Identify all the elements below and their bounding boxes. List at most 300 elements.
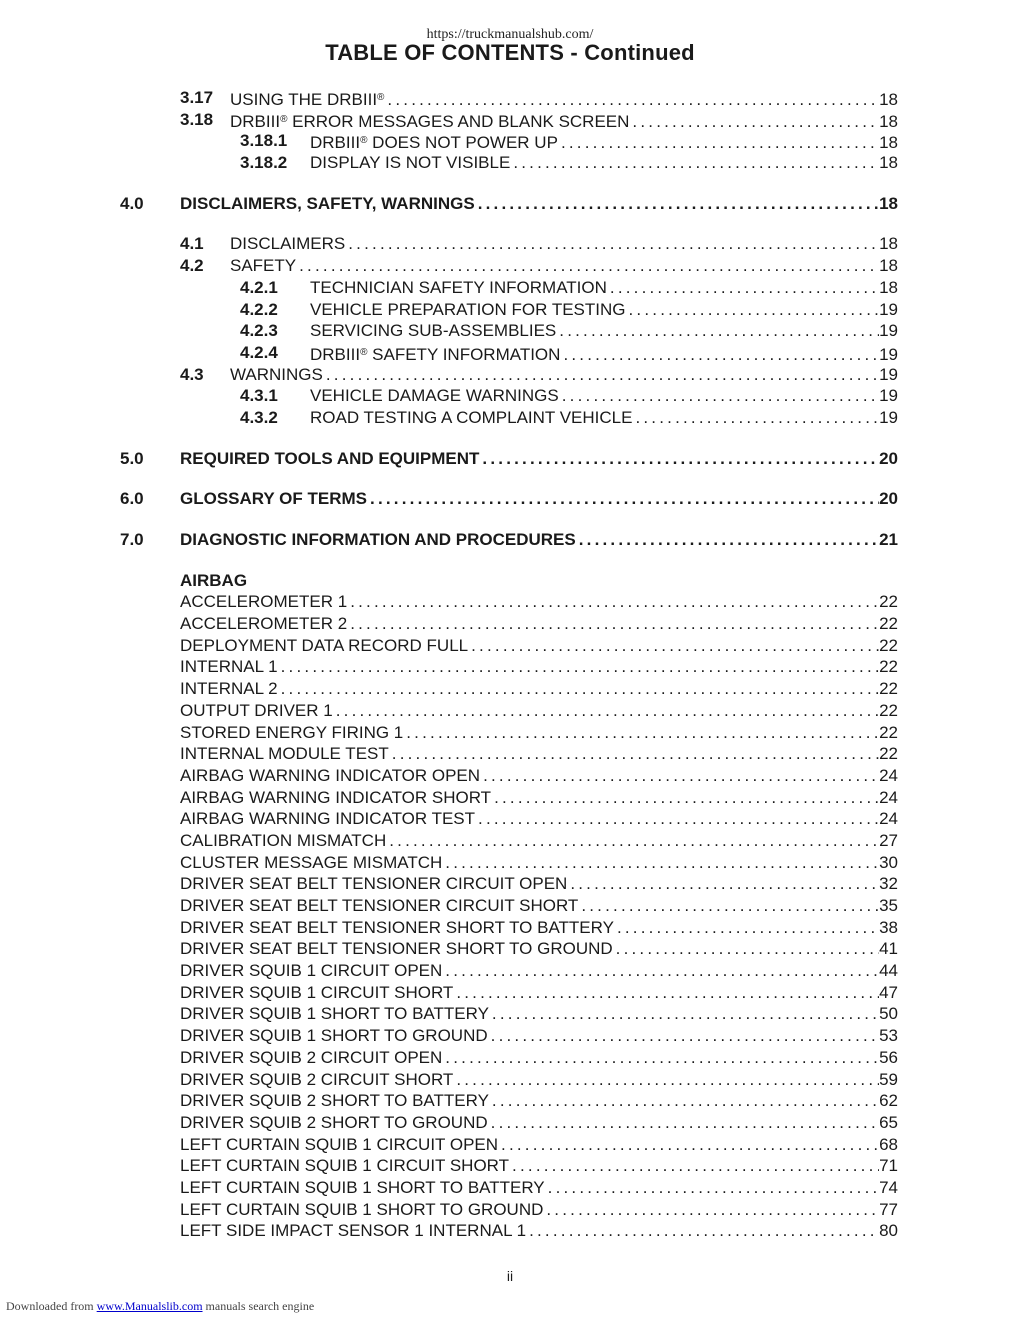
dot-leader <box>626 299 880 321</box>
toc-entry[interactable] <box>180 1069 898 1091</box>
toc-entry[interactable] <box>180 960 898 982</box>
dot-leader <box>453 982 879 1004</box>
toc-entry-label <box>310 277 607 299</box>
toc-page-number: 22 <box>879 744 898 764</box>
toc-entry[interactable] <box>180 700 898 722</box>
toc-entry-label <box>180 830 386 852</box>
toc-entry-text: DRBIII <box>310 344 361 364</box>
toc-row <box>0 938 1020 960</box>
dot-leader <box>296 255 879 277</box>
toc-row <box>0 529 1020 551</box>
toc-entry-text: LEFT CURTAIN SQUIB 1 CIRCUIT OPEN <box>180 1134 499 1154</box>
toc-page-number: 18 <box>879 133 898 153</box>
dot-leader <box>475 808 879 830</box>
toc-entry[interactable] <box>180 1134 898 1156</box>
toc-section-heading: AIRBAG <box>180 570 248 590</box>
toc-entry-label <box>180 1134 498 1156</box>
toc-page-number: 24 <box>879 765 898 785</box>
toc-page-number: 27 <box>879 830 898 850</box>
toc-entry-label <box>180 591 347 613</box>
toc-entry-label <box>180 982 453 1004</box>
dot-leader <box>510 152 879 174</box>
toc-entry-label <box>180 787 491 809</box>
toc-entry-label <box>310 130 558 154</box>
dot-leader <box>475 193 879 215</box>
toc-number: 5.0 <box>120 448 144 468</box>
toc-entry-label <box>310 320 556 342</box>
toc-number: 3.17 <box>180 88 214 107</box>
toc-entry[interactable] <box>180 656 898 678</box>
toc-entry-label <box>310 407 632 429</box>
dot-leader <box>526 1220 879 1242</box>
toc-entry-label <box>180 613 347 635</box>
toc-row <box>0 130 1020 152</box>
dot-leader <box>567 873 879 895</box>
toc-page-number: 65 <box>879 1112 898 1132</box>
toc-number: 4.2.2 <box>240 299 278 319</box>
toc-entry-text: DRIVER SQUIB 1 SHORT TO BATTERY <box>180 1004 489 1024</box>
footer-prefix: Downloaded from <box>6 1299 97 1313</box>
toc-page-number: 18 <box>879 153 898 173</box>
toc-entry-label <box>180 765 480 787</box>
toc-entry-label <box>310 342 560 366</box>
toc-page-number: 50 <box>879 1004 898 1024</box>
toc-entry[interactable] <box>310 299 898 321</box>
toc-number: 3.18 <box>180 109 214 129</box>
toc-row <box>0 960 1020 982</box>
toc-entry-text: DRBIII <box>230 111 281 131</box>
toc-row <box>0 385 1020 407</box>
toc-entry-label <box>180 635 468 657</box>
toc-entry[interactable] <box>310 277 898 299</box>
dot-leader <box>607 277 879 299</box>
toc-entry[interactable] <box>180 895 898 917</box>
toc-entry-suffix: SAFETY INFORMATION <box>367 344 561 364</box>
toc-row <box>0 342 1020 364</box>
toc-entry-text: WARNINGS <box>230 364 323 384</box>
toc-entry-text: VEHICLE PREPARATION FOR TESTING <box>310 299 626 319</box>
toc-number: 4.3.1 <box>240 386 278 406</box>
toc-page-number: 24 <box>879 809 898 829</box>
toc-entry-text: DRIVER SEAT BELT TENSIONER CIRCUIT OPEN <box>180 874 568 894</box>
toc-entry-label <box>180 1047 442 1069</box>
toc-page-number: 19 <box>879 386 898 406</box>
toc-entry-label <box>180 656 278 678</box>
toc-entry-label <box>230 87 384 111</box>
toc-row <box>0 1090 1020 1112</box>
toc-entry-label <box>180 1199 543 1221</box>
toc-row <box>0 1047 1020 1069</box>
toc-entry-text: DRIVER SEAT BELT TENSIONER CIRCUIT SHORT <box>180 896 579 915</box>
toc-page-number: 56 <box>879 1047 898 1067</box>
toc-entry[interactable] <box>180 808 898 830</box>
dot-leader <box>442 960 879 982</box>
source-url: https://truckmanualshub.com/ <box>426 27 594 42</box>
toc-page-number: 44 <box>879 961 898 981</box>
toc-row <box>0 678 1020 700</box>
dot-leader <box>488 1025 879 1047</box>
toc-entry[interactable] <box>180 1112 898 1134</box>
toc-entry-text: DRIVER SQUIB 2 SHORT TO BATTERY <box>180 1091 489 1111</box>
toc-page-number: 18 <box>879 111 898 131</box>
dot-leader <box>558 132 879 154</box>
registered-mark: ® <box>360 135 368 147</box>
toc-entry-label <box>180 488 367 510</box>
toc-number: 4.2.3 <box>240 321 278 341</box>
toc-page-number: 19 <box>879 321 898 341</box>
dot-leader <box>488 1112 879 1134</box>
toc-row <box>0 488 1020 510</box>
toc-number: 4.3.2 <box>240 407 278 427</box>
dot-leader <box>333 700 879 722</box>
toc-page-number: 18 <box>879 234 898 254</box>
toc-entry-text: USING THE DRBIII <box>230 90 378 109</box>
dot-leader <box>347 591 879 613</box>
dot-leader <box>480 765 879 787</box>
toc-entry-label <box>180 1177 545 1199</box>
toc-row <box>0 1199 1020 1221</box>
toc-entry[interactable] <box>310 320 898 342</box>
toc-row <box>0 320 1020 342</box>
toc-entry[interactable] <box>180 448 898 470</box>
toc-row <box>0 765 1020 787</box>
toc-entry[interactable] <box>180 852 898 874</box>
toc-page-number: 30 <box>879 852 898 872</box>
toc-entry-label <box>180 808 475 830</box>
toc-entry[interactable] <box>180 488 898 510</box>
toc-page-number: 53 <box>879 1026 898 1046</box>
toc-entry-text: CALIBRATION MISMATCH <box>180 830 387 850</box>
toc-entry-text: AIRBAG WARNING INDICATOR TEST <box>180 809 476 829</box>
toc-entry-label <box>230 255 296 277</box>
toc-entry[interactable] <box>230 109 898 133</box>
toc-entry-text: DISPLAY IS NOT VISIBLE <box>310 153 511 173</box>
dot-leader <box>614 917 879 939</box>
toc-entry-text: DRIVER SQUIB 1 CIRCUIT SHORT <box>180 982 454 1002</box>
toc-page-number: 22 <box>879 635 898 655</box>
toc-page-number: 32 <box>879 874 898 894</box>
toc-row <box>0 808 1020 830</box>
toc-entry[interactable] <box>230 364 898 386</box>
toc-entry[interactable] <box>180 787 898 809</box>
toc-entry-text: DISCLAIMERS, SAFETY, WARNINGS <box>180 193 475 213</box>
page-title: TABLE OF CONTENTS - Continued <box>325 40 695 65</box>
toc-page-number: 80 <box>879 1221 898 1241</box>
toc-entry-text: SERVICING SUB-ASSEMBLIES <box>310 321 557 341</box>
toc-entry[interactable] <box>180 1003 898 1025</box>
toc-entry-label <box>180 743 389 765</box>
dot-leader <box>491 787 879 809</box>
toc-entry[interactable] <box>180 917 898 939</box>
toc-entry[interactable] <box>230 255 898 277</box>
toc-page-number: 21 <box>879 530 898 549</box>
registered-mark: ® <box>280 113 288 125</box>
toc-entry[interactable] <box>230 87 898 111</box>
toc-entry-label <box>310 152 510 174</box>
toc-row <box>0 277 1020 299</box>
toc-row <box>0 1112 1020 1134</box>
toc-number: 3.18.2 <box>240 153 288 173</box>
toc-entry-label <box>230 109 629 133</box>
toc-row <box>0 364 1020 386</box>
dot-leader <box>613 938 879 960</box>
dot-leader <box>632 407 879 429</box>
toc-entry[interactable] <box>310 385 898 407</box>
toc-row <box>0 743 1020 765</box>
toc-entry-text: DRIVER SQUIB 1 CIRCUIT OPEN <box>180 961 443 981</box>
toc-entry-suffix: DOES NOT POWER UP <box>367 133 558 153</box>
toc-entry-label <box>180 1025 488 1047</box>
toc-page-number: 22 <box>879 722 898 742</box>
toc-number: 4.3 <box>180 364 204 384</box>
toc-entry[interactable] <box>310 407 898 429</box>
toc-row <box>0 613 1020 635</box>
toc-entry[interactable] <box>180 1025 898 1047</box>
toc-entry-label <box>180 938 613 960</box>
toc-entry[interactable] <box>180 722 898 744</box>
toc-entry-text: REQUIRED TOOLS AND EQUIPMENT <box>180 448 480 468</box>
toc-entry[interactable] <box>310 342 898 366</box>
toc-entry-suffix: ERROR MESSAGES AND BLANK SCREEN <box>287 111 630 131</box>
toc-entry[interactable] <box>180 613 898 635</box>
toc-page-number: 18 <box>879 256 898 276</box>
toc-row <box>0 1003 1020 1025</box>
toc-entry-text: DRIVER SEAT BELT TENSIONER SHORT TO GROUND <box>180 939 613 959</box>
toc-row <box>0 1155 1020 1177</box>
dot-leader <box>384 89 879 111</box>
toc-entry[interactable] <box>180 591 898 613</box>
toc-entry[interactable] <box>180 1090 898 1112</box>
toc-page-number: 47 <box>879 982 898 1002</box>
toc-row <box>0 152 1020 174</box>
toc-row <box>0 299 1020 321</box>
dot-leader <box>629 111 879 133</box>
dot-leader <box>576 529 879 551</box>
toc-entry-label <box>180 678 278 700</box>
toc-page-number: 18 <box>879 90 898 109</box>
toc-row <box>0 255 1020 277</box>
toc-page-number: 41 <box>879 939 898 959</box>
toc-entry[interactable] <box>180 873 898 895</box>
toc-page-number: 19 <box>879 407 898 427</box>
toc-row <box>0 233 1020 255</box>
dot-leader <box>545 1177 879 1199</box>
toc-row <box>0 1220 1020 1242</box>
dot-leader <box>278 678 879 700</box>
toc-page-number: 20 <box>879 448 898 468</box>
toc-entry[interactable] <box>180 1155 898 1177</box>
toc-page-number: 24 <box>879 787 898 807</box>
dot-leader <box>442 1047 879 1069</box>
dot-leader <box>278 656 879 678</box>
toc-entry-text: STORED ENERGY FIRING 1 <box>180 722 404 742</box>
toc-page-number: 68 <box>879 1134 898 1154</box>
toc-page-number: 20 <box>879 489 898 509</box>
toc-number: 7.0 <box>120 530 144 549</box>
toc-entry-text: AIRBAG WARNING INDICATOR SHORT <box>180 787 492 807</box>
toc-entry-label <box>310 299 626 321</box>
toc-page-number: 22 <box>879 679 898 699</box>
toc-entry-label <box>310 385 559 407</box>
toc-entry-text: TECHNICIAN SAFETY INFORMATION <box>310 277 607 297</box>
toc-entry[interactable] <box>310 130 898 154</box>
dot-leader <box>489 1003 879 1025</box>
toc-entry[interactable] <box>180 1199 898 1221</box>
toc-entry[interactable] <box>180 1177 898 1199</box>
toc-entry[interactable] <box>180 982 898 1004</box>
dot-leader <box>479 448 879 470</box>
toc-number: 4.2.4 <box>240 342 278 362</box>
toc-entry-text: DRIVER SQUIB 2 CIRCUIT SHORT <box>180 1069 454 1089</box>
toc-entry-label <box>180 873 567 895</box>
toc-entry[interactable] <box>180 1220 898 1242</box>
toc-page-number: 38 <box>879 917 898 937</box>
toc-row <box>0 830 1020 852</box>
toc-row <box>0 1025 1020 1047</box>
dot-leader <box>509 1155 879 1177</box>
toc-page-number: 77 <box>879 1199 898 1219</box>
toc-number: 4.1 <box>180 234 204 254</box>
toc-row <box>0 787 1020 809</box>
toc-page-number: 22 <box>879 657 898 677</box>
dot-leader <box>386 830 879 852</box>
dot-leader <box>543 1199 879 1221</box>
toc-entry-label <box>180 1003 489 1025</box>
toc-row <box>0 109 1020 131</box>
toc-page-number: 22 <box>879 592 898 612</box>
toc-entry-label <box>180 722 403 744</box>
toc-entry-text: DEPLOYMENT DATA RECORD FULL <box>180 635 469 655</box>
toc-entry-label <box>180 1090 489 1112</box>
toc-entry[interactable] <box>180 938 898 960</box>
toc-entry-text: GLOSSARY OF TERMS <box>180 489 368 509</box>
toc-number: 4.0 <box>120 193 144 213</box>
toc-entry-text: CLUSTER MESSAGE MISMATCH <box>180 852 443 872</box>
toc-row <box>0 635 1020 657</box>
toc-row <box>0 982 1020 1004</box>
toc-entry[interactable] <box>180 743 898 765</box>
toc-row <box>0 873 1020 895</box>
toc-entry-text: LEFT SIDE IMPACT SENSOR 1 INTERNAL 1 <box>180 1221 527 1241</box>
dot-leader <box>498 1134 879 1156</box>
toc-row <box>0 1134 1020 1156</box>
toc-entry-label <box>180 700 333 722</box>
toc-entry-text: LEFT CURTAIN SQUIB 1 SHORT TO BATTERY <box>180 1177 545 1197</box>
toc-number: 6.0 <box>120 489 144 509</box>
dot-leader <box>442 852 879 874</box>
dot-leader <box>347 613 879 635</box>
toc-page-number: 74 <box>879 1177 898 1197</box>
registered-mark: ® <box>377 92 385 103</box>
dot-leader <box>489 1090 879 1112</box>
registered-mark: ® <box>360 346 368 358</box>
toc-entry-text: LEFT CURTAIN SQUIB 1 CIRCUIT SHORT <box>180 1156 510 1176</box>
toc-entry-text: DRBIII <box>310 133 361 153</box>
toc-entry-label <box>180 1155 509 1177</box>
toc-number: 4.2 <box>180 256 204 276</box>
toc-entry-text: DRIVER SQUIB 2 CIRCUIT OPEN <box>180 1047 443 1067</box>
dot-leader <box>453 1069 879 1091</box>
download-footer <box>6 1299 314 1314</box>
toc-entry-text: INTERNAL 1 <box>180 657 278 677</box>
toc-entry-text: INTERNAL 2 <box>180 679 278 699</box>
table-of-contents <box>0 87 1020 1242</box>
dot-leader <box>559 385 879 407</box>
toc-row <box>0 1069 1020 1091</box>
toc-entry[interactable] <box>180 529 898 551</box>
toc-entry-text: ROAD TESTING A COMPLAINT VEHICLE <box>310 407 633 427</box>
dot-leader <box>403 722 879 744</box>
toc-row <box>0 700 1020 722</box>
toc-entry-text: OUTPUT DRIVER 1 <box>180 700 333 720</box>
toc-page-number: 18 <box>879 277 898 297</box>
toc-page-number: 22 <box>879 614 898 634</box>
toc-row <box>0 570 1020 592</box>
toc-entry-label <box>180 529 576 551</box>
toc-entry-label <box>180 193 475 215</box>
toc-row <box>0 591 1020 613</box>
manualslib-link[interactable]: www.Manualslib.com <box>96 1299 203 1313</box>
toc-page-number: 18 <box>879 193 898 213</box>
toc-entry-text: ACCELEROMETER 1 <box>180 592 348 612</box>
toc-row <box>0 407 1020 429</box>
dot-leader <box>560 344 879 366</box>
toc-row <box>0 448 1020 470</box>
toc-page-number: 62 <box>879 1091 898 1111</box>
toc-entry-label <box>180 1220 526 1242</box>
toc-page-number: 19 <box>879 344 898 364</box>
toc-entry[interactable] <box>180 830 898 852</box>
toc-entry-label <box>180 1069 453 1091</box>
toc-entry[interactable] <box>180 765 898 787</box>
toc-entry-text: DIAGNOSTIC INFORMATION AND PROCEDURES <box>180 530 576 549</box>
toc-page-number: 35 <box>879 896 898 915</box>
dot-leader <box>367 488 879 510</box>
toc-entry-label <box>180 960 442 982</box>
toc-entry-label <box>180 895 578 917</box>
toc-entry-text: ACCELEROMETER 2 <box>180 614 348 634</box>
toc-entry-text: DRIVER SQUIB 1 SHORT TO GROUND <box>180 1026 488 1046</box>
toc-row <box>0 1177 1020 1199</box>
toc-row <box>0 87 1020 109</box>
footer-suffix: manuals search engine <box>202 1299 315 1313</box>
toc-entry-label <box>180 1112 488 1134</box>
dot-leader <box>345 233 879 255</box>
dot-leader <box>556 320 879 342</box>
toc-entry[interactable] <box>180 635 898 657</box>
dot-leader <box>578 895 879 917</box>
toc-number: 3.18.1 <box>240 131 288 151</box>
dot-leader <box>468 635 879 657</box>
toc-row <box>0 656 1020 678</box>
toc-row <box>0 722 1020 744</box>
toc-entry[interactable] <box>180 1047 898 1069</box>
toc-row <box>0 193 1020 215</box>
toc-row <box>0 895 1020 917</box>
toc-entry-label <box>180 917 614 939</box>
toc-entry[interactable] <box>230 233 898 255</box>
toc-entry-text: DRIVER SEAT BELT TENSIONER SHORT TO BATTERY <box>180 917 614 937</box>
toc-page-number: 59 <box>879 1069 898 1089</box>
toc-page-number: 19 <box>879 299 898 319</box>
toc-entry[interactable] <box>180 193 898 215</box>
toc-entry[interactable] <box>310 152 898 174</box>
toc-row <box>0 852 1020 874</box>
toc-entry[interactable] <box>180 678 898 700</box>
toc-entry-text: DISCLAIMERS <box>230 234 346 254</box>
toc-entry-label <box>230 364 323 386</box>
dot-leader <box>323 364 879 386</box>
